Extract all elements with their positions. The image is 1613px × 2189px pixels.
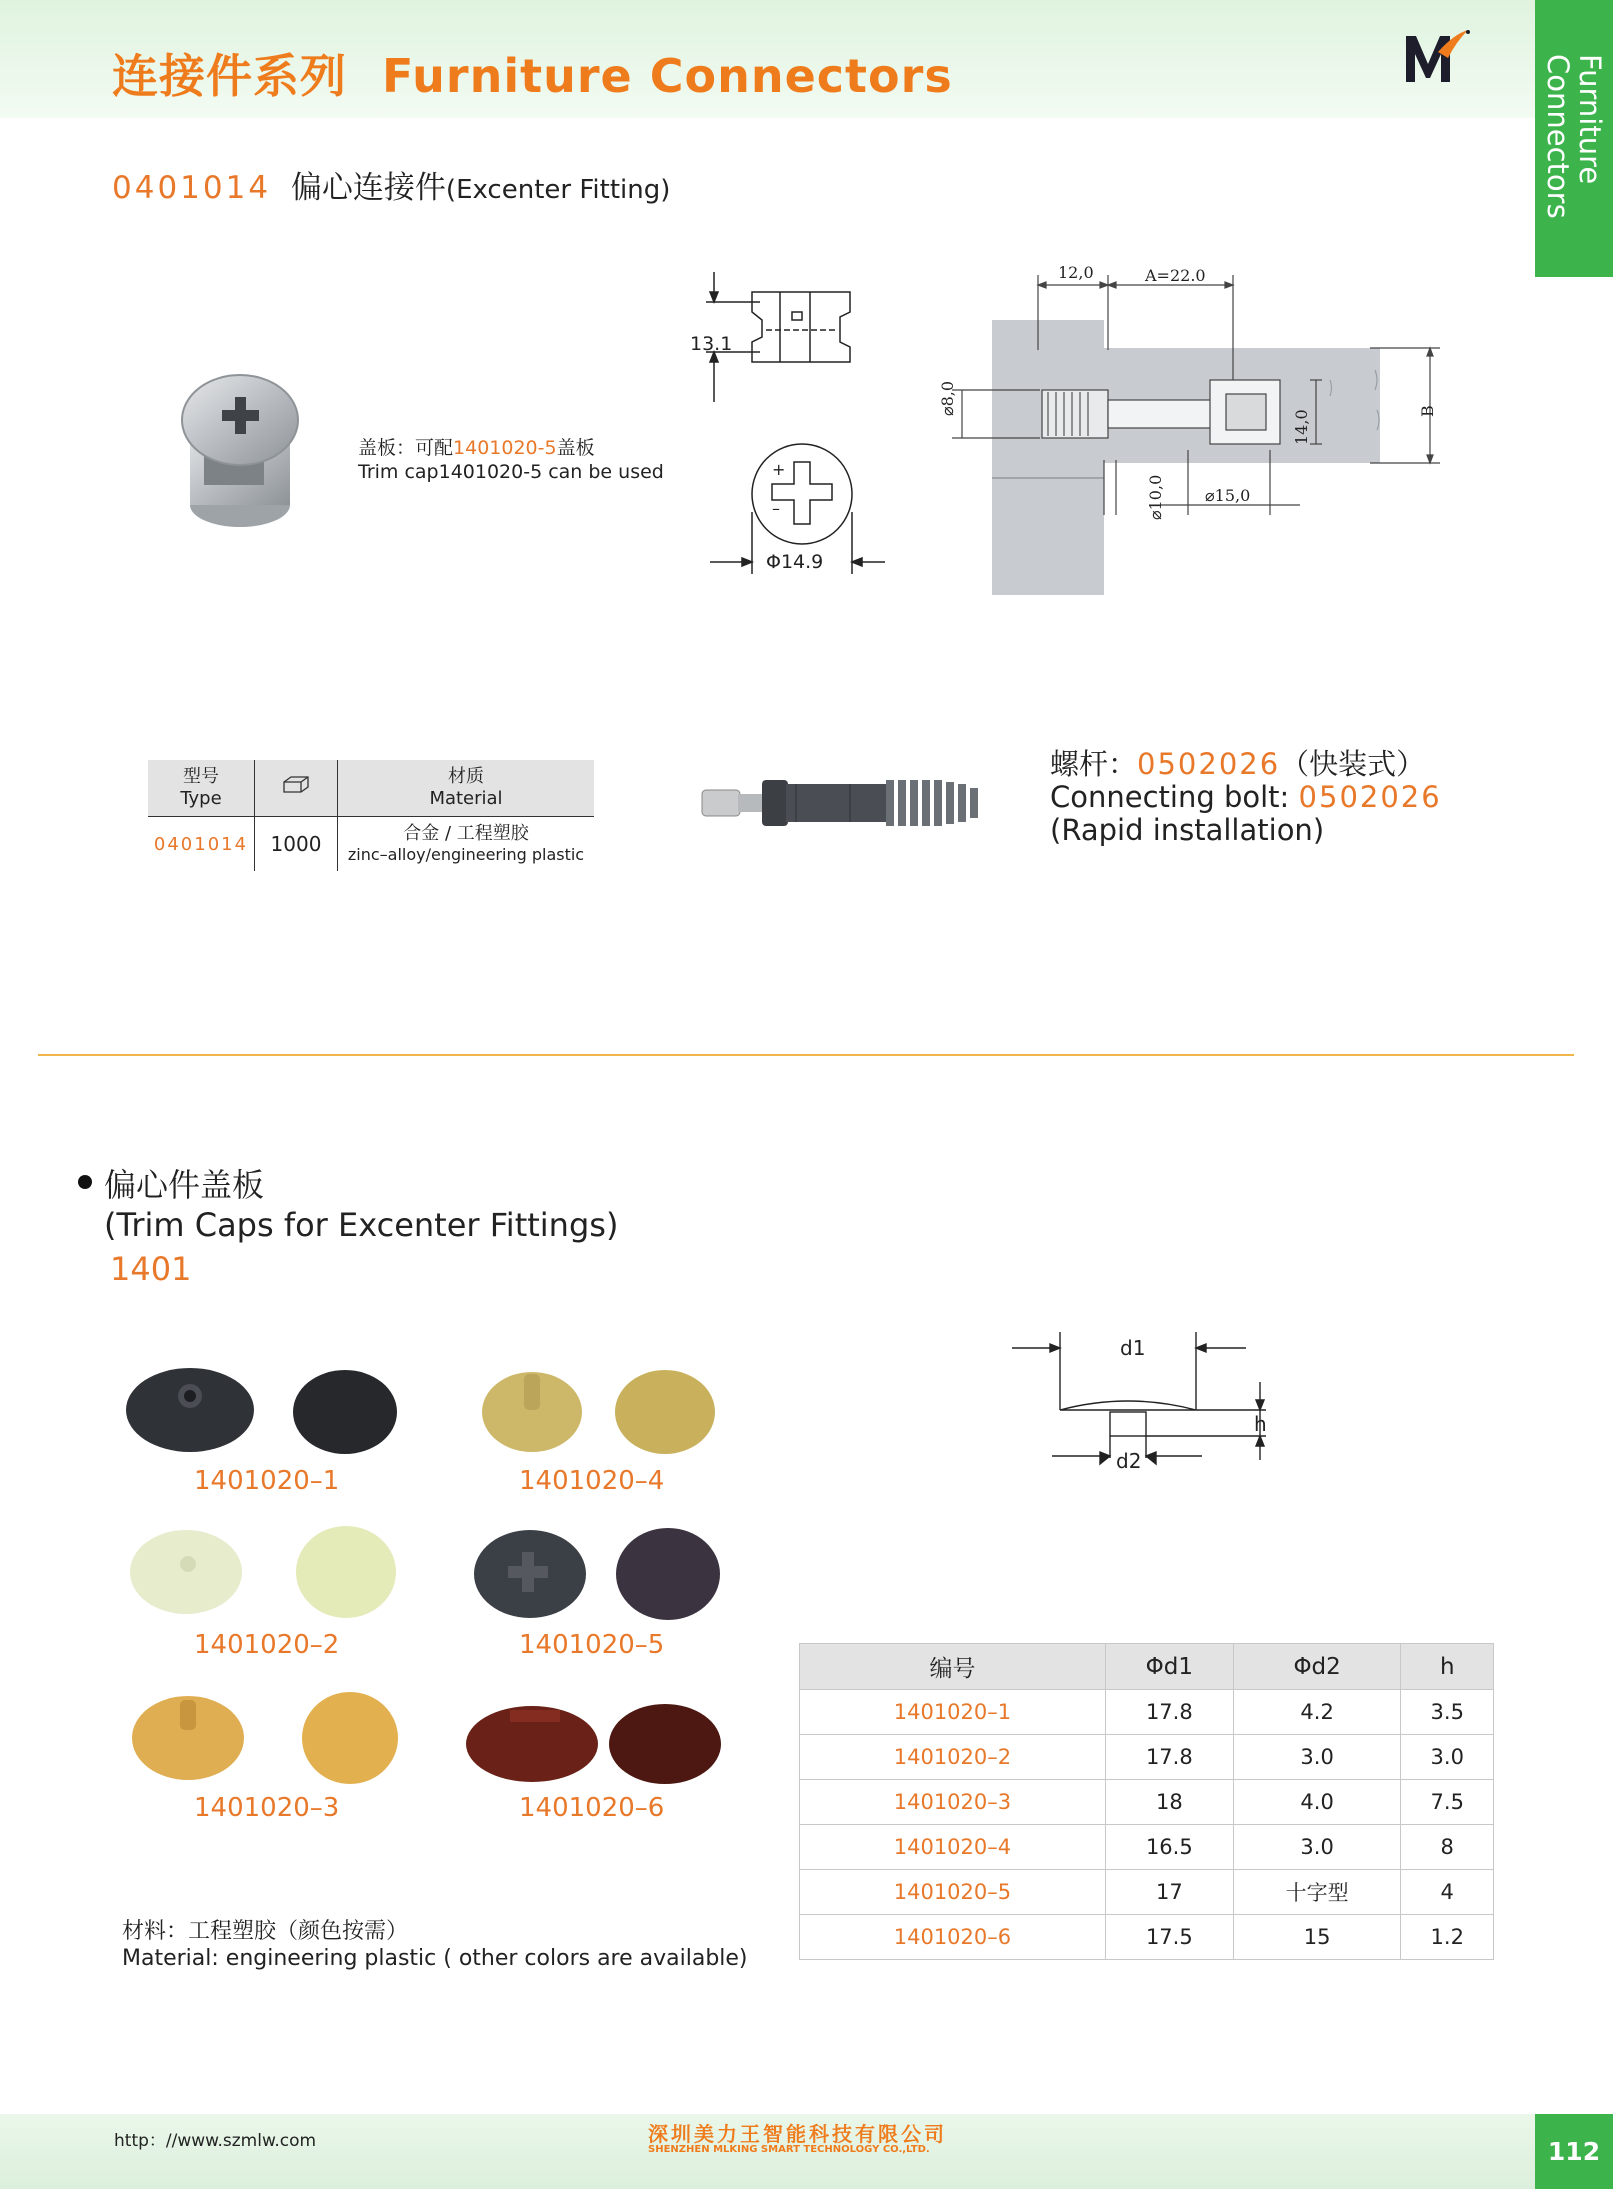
trim-note-cn-prefix: 盖板：可配 xyxy=(358,437,454,459)
caps-cell-d1: 17.5 xyxy=(1105,1915,1233,1960)
caps-cell-code: 1401020–5 xyxy=(800,1870,1106,1915)
caps-th-d1: Φd1 xyxy=(1105,1644,1233,1690)
bolt-line-2-en: Connecting bolt: xyxy=(1050,780,1299,814)
spec-cell-material xyxy=(338,817,595,872)
material-note-cn: 材料：工程塑胶（颜色按需） xyxy=(122,1919,409,1944)
assembly-section-drawing xyxy=(930,260,1450,604)
bolt-line-2-code: 0502026 xyxy=(1298,780,1442,814)
table-row xyxy=(800,1870,1494,1915)
spec-cell-qty: 1000 xyxy=(255,817,338,872)
trim-cap-note-en: Trim cap1401020-5 can be used xyxy=(358,461,664,483)
footer-company-cn: 深圳美力王智能科技有限公司 xyxy=(648,2122,947,2146)
spec-head-material-cn: 材质 xyxy=(448,766,484,787)
material-note xyxy=(122,1918,748,1972)
page-number: 112 xyxy=(1535,2114,1613,2189)
section-divider xyxy=(38,1054,1574,1056)
trim-cap-1401020-4 xyxy=(470,1360,730,1464)
caps-cell-d1: 18 xyxy=(1105,1780,1233,1825)
spec-head-qty xyxy=(255,760,338,817)
caps-th-code: 编号 xyxy=(800,1644,1106,1690)
trim-cap-note-cn xyxy=(358,436,664,460)
dim-a-label: A=22.0 xyxy=(1145,266,1206,285)
bolt-line-1-suffix: （快装式） xyxy=(1280,747,1426,781)
cap-label-5: 1401020–5 xyxy=(519,1630,665,1660)
spec-head-type-cn: 型号 xyxy=(183,766,219,787)
connecting-bolt-photo xyxy=(700,768,1000,842)
cap-dim-h: h xyxy=(1254,1412,1267,1436)
box-icon xyxy=(281,779,311,800)
caps-cell-h: 8 xyxy=(1401,1825,1494,1870)
caps-cell-h: 7.5 xyxy=(1401,1780,1494,1825)
section-code: 1401 xyxy=(110,1250,192,1288)
cap-label-3: 1401020–3 xyxy=(194,1793,340,1823)
caps-cell-d2: 4.0 xyxy=(1233,1780,1401,1825)
caps-cell-d2: 15 xyxy=(1233,1915,1401,1960)
height-dimension-label: 13.1 xyxy=(690,333,733,355)
spec-table xyxy=(148,760,594,871)
cap-label-2: 1401020–2 xyxy=(194,1630,340,1660)
side-tab-line-2: Connectors xyxy=(1541,54,1575,219)
caps-cell-h: 4 xyxy=(1401,1870,1494,1915)
caps-cell-d2: 十字型 xyxy=(1233,1870,1401,1915)
fitting-dimension-drawing xyxy=(680,262,910,586)
dim-12-label: 12,0 xyxy=(1058,263,1094,282)
caps-cell-d1: 17.8 xyxy=(1105,1690,1233,1735)
page-title-en: Furniture Connectors xyxy=(382,49,953,103)
caps-cell-d2: 4.2 xyxy=(1233,1690,1401,1735)
caps-cell-code: 1401020–1 xyxy=(800,1690,1106,1735)
caps-cell-code: 1401020–3 xyxy=(800,1780,1106,1825)
caps-cell-code: 1401020–2 xyxy=(800,1735,1106,1780)
spec-row xyxy=(148,817,594,872)
trim-cap-1401020-3 xyxy=(128,1686,408,1790)
spec-head-material-en: Material xyxy=(429,788,503,809)
product-title xyxy=(112,162,670,207)
caps-cell-d2: 3.0 xyxy=(1233,1825,1401,1870)
side-tab-line-1: Furniture xyxy=(1573,54,1607,185)
trim-cap-note xyxy=(358,436,664,484)
section-title-cn: 偏心件盖板 xyxy=(104,1166,265,1204)
svg-text:+: + xyxy=(772,460,786,479)
cap-dim-d1: d1 xyxy=(1116,1336,1149,1360)
svg-text:–: – xyxy=(772,499,780,518)
caps-cell-d1: 16.5 xyxy=(1105,1825,1233,1870)
section-title-en: (Trim Caps for Excenter Fittings) xyxy=(104,1206,619,1244)
caps-th-d2: Φd2 xyxy=(1233,1644,1401,1690)
dim-d8-label: ⌀8,0 xyxy=(938,380,957,416)
table-row xyxy=(800,1690,1494,1735)
cap-label-1: 1401020–1 xyxy=(194,1466,340,1496)
spec-head-material xyxy=(338,760,595,817)
footer-url[interactable]: http：//www.szmlw.com xyxy=(114,2131,317,2151)
excenter-fitting-photo xyxy=(160,365,320,539)
brand-logo xyxy=(1402,28,1472,90)
footer-company-en: SHENZHEN MLKING SMART TECHNOLOGY CO.,LTD. xyxy=(648,2144,930,2155)
bolt-line-1 xyxy=(1050,748,1442,781)
caps-cell-code: 1401020–4 xyxy=(800,1825,1106,1870)
spec-material-en: zinc–alloy/engineering plastic xyxy=(347,845,585,864)
cap-label-6: 1401020–6 xyxy=(519,1793,665,1823)
trim-note-cn-suffix: 盖板 xyxy=(556,437,595,459)
trim-cap-1401020-6 xyxy=(462,1700,732,1794)
trim-cap-1401020-1 xyxy=(118,1360,408,1464)
trim-cap-1401020-5 xyxy=(470,1522,730,1626)
cap-label-4: 1401020–4 xyxy=(519,1466,665,1496)
caps-cell-d1: 17.8 xyxy=(1105,1735,1233,1780)
table-row xyxy=(800,1735,1494,1780)
bolt-line-1-cn: 螺杆： xyxy=(1050,747,1138,781)
side-category-tab xyxy=(1535,0,1613,277)
cap-dim-d2: d2 xyxy=(1116,1449,1142,1473)
table-row xyxy=(800,1825,1494,1870)
dim-14-label: 14,0 xyxy=(1292,409,1311,445)
caps-th-h: h xyxy=(1401,1644,1494,1690)
dim-b-label: B xyxy=(1418,405,1437,417)
caps-cell-d1: 17 xyxy=(1105,1870,1233,1915)
table-row xyxy=(800,1915,1494,1960)
caps-table-header xyxy=(800,1644,1494,1690)
caps-cell-d2: 3.0 xyxy=(1233,1735,1401,1780)
spec-head-type-en: Type xyxy=(180,788,222,809)
trim-note-cn-code: 1401020-5 xyxy=(453,437,557,459)
caps-cell-h: 3.5 xyxy=(1401,1690,1494,1735)
dim-d15-label: ⌀15,0 xyxy=(1205,486,1251,505)
bolt-line-3: (Rapid installation) xyxy=(1050,813,1325,847)
cap-dimension-drawing xyxy=(1010,1330,1290,1474)
caps-cell-h: 3.0 xyxy=(1401,1735,1494,1780)
page-title-cn: 连接件系列 xyxy=(112,49,347,103)
spec-material-cn: 合金 / 工程塑胶 xyxy=(403,823,529,844)
bolt-line-2 xyxy=(1050,781,1442,814)
connecting-bolt-info xyxy=(1050,748,1442,847)
caps-cell-h: 1.2 xyxy=(1401,1915,1494,1960)
caps-dimension-table xyxy=(799,1643,1494,1960)
diameter-dimension-label: Φ14.9 xyxy=(766,551,824,573)
product-name-en: (Excenter Fitting) xyxy=(445,175,671,205)
product-name-cn: 偏心连接件 xyxy=(290,170,446,206)
dim-d10-label: ⌀10,0 xyxy=(1146,474,1165,520)
bolt-line-1-code: 0502026 xyxy=(1137,747,1281,781)
spec-head-type xyxy=(148,760,255,817)
table-row xyxy=(800,1780,1494,1825)
spec-cell-type: 0401014 xyxy=(148,817,255,872)
caps-cell-code: 1401020–6 xyxy=(800,1915,1106,1960)
page-title xyxy=(112,40,953,106)
product-code: 0401014 xyxy=(112,170,272,206)
bullet-icon xyxy=(78,1175,92,1189)
material-note-en: Material: engineering plastic ( other colors are available) xyxy=(122,1946,748,1971)
trim-cap-1401020-2 xyxy=(128,1522,408,1626)
